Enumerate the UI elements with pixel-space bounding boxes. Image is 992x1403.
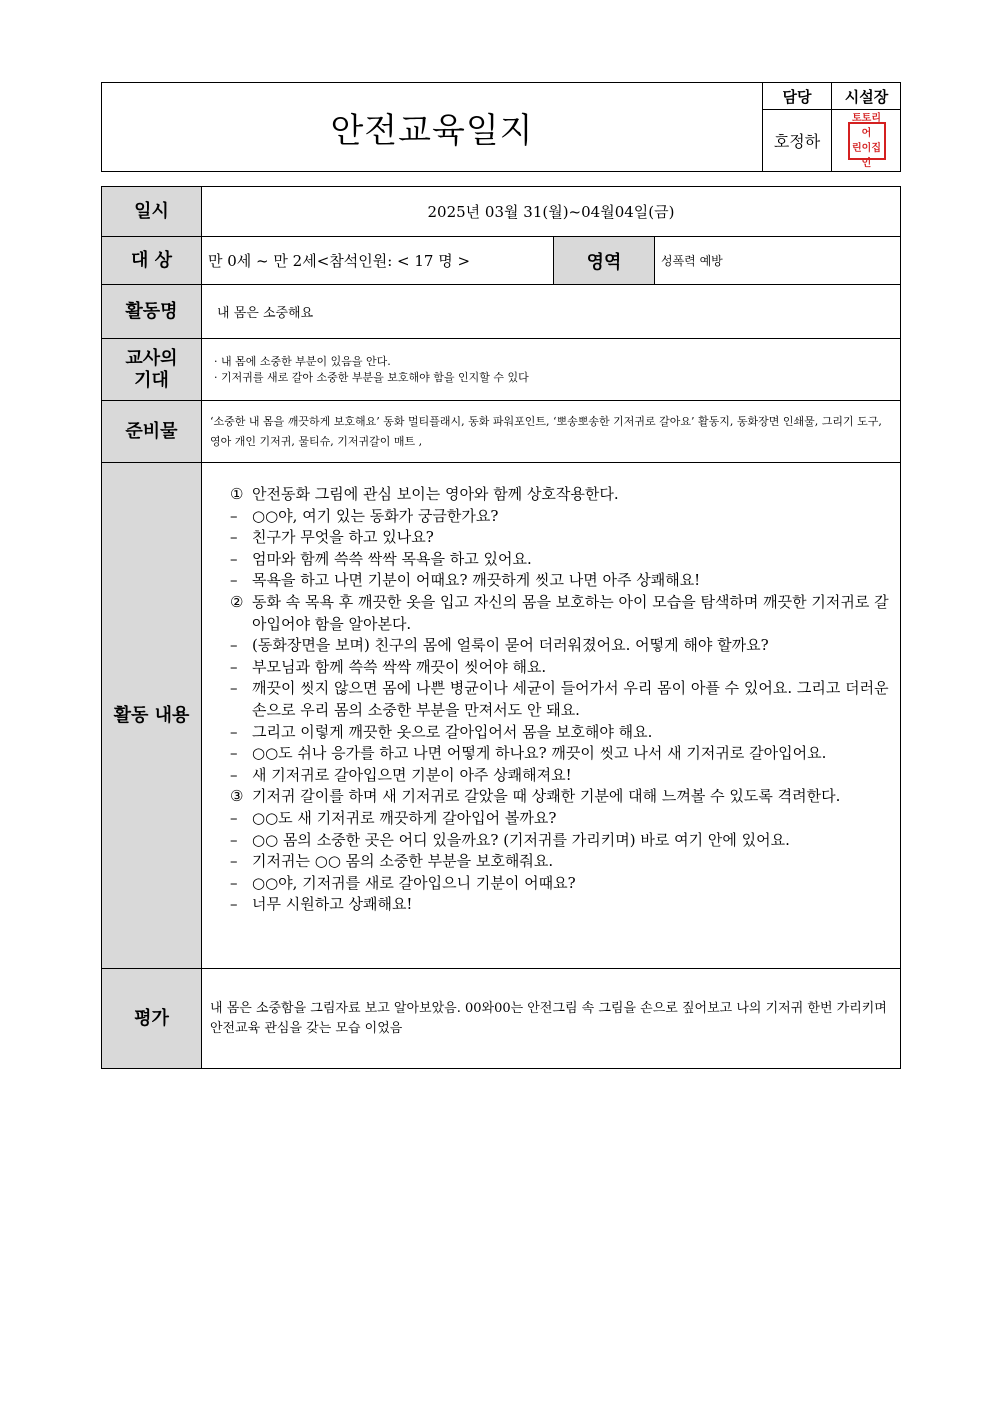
list-text: (동화장면을 보며) 친구의 몸에 얼룩이 묻어 더러워졌어요. 어떻게 해야 할까요?: [252, 636, 769, 655]
list-marker: –: [230, 765, 238, 784]
activity-content-item: [230, 786, 892, 808]
teacher-expectation-value: [202, 339, 900, 400]
list-text: 엄마와 함께 쓱쓱 싹싹 목욕을 하고 있어요.: [252, 549, 532, 568]
row-preparation: [102, 401, 900, 463]
list-marker: –: [230, 722, 238, 741]
expectation-item: · 기저귀를 새로 갈아 소중한 부분을 보호해야 함을 인지할 수 있다: [214, 370, 529, 384]
list-text: 새 기저귀로 갈아입으면 기분이 아주 상쾌해져요!: [252, 765, 572, 784]
list-text: 안전동화 그림에 관심 보이는 영아와 함께 상호작용한다.: [252, 485, 619, 503]
teacher-expectation-label-line2: 기대: [134, 369, 169, 391]
row-teacher-expectation: [102, 339, 900, 401]
list-marker: –: [230, 744, 238, 763]
list-marker: –: [230, 571, 238, 590]
activity-content-item: [230, 722, 892, 744]
activity-content-item: [230, 570, 892, 592]
teacher-expectation-label: [102, 339, 202, 400]
list-marker: ②: [230, 592, 244, 611]
list-text: 너무 시원하고 상쾌해요!: [252, 895, 413, 914]
list-text: ○○도 쉬나 응가를 하고 나면 어떻게 하나요? 깨끗이 씻고 나서 새 기저귀로 갈아입어요.: [252, 744, 827, 763]
list-marker: –: [230, 873, 238, 892]
activity-content-label: 활동 내용: [102, 463, 202, 968]
list-text: 깨끗이 씻지 않으면 몸에 나쁜 병균이나 세균이 들어가서 우리 몸이 아플 수 있어요. 그리고 더러운 손으로 우리 몸의 소중한 부분을 만져서도 안 돼요.: [252, 679, 889, 719]
row-evaluation: [102, 969, 900, 1068]
list-text: 동화 속 목욕 후 깨끗한 옷을 입고 자신의 몸을 보호하는 아이 모습을 탐색하며 깨끗한 기저귀로 갈아입어야 함을 알아본다.: [252, 592, 889, 633]
list-marker: ③: [230, 787, 244, 806]
seal-text-line2: 린이집인: [852, 142, 881, 169]
list-marker: –: [230, 808, 238, 827]
list-text: ○○ 몸의 소중한 곳은 어디 있을까요? (기저귀를 가리키며) 바로 여기 안에 있어요.: [252, 830, 790, 849]
activity-content-item: [230, 851, 892, 873]
date-label: 일시: [102, 187, 202, 236]
activity-content-item: [230, 765, 892, 787]
activity-content-item: [230, 894, 892, 916]
list-text: 부모님과 함께 쓱쓱 싹싹 깨끗이 씻어야 해요.: [252, 657, 547, 676]
evaluation-value: 내 몸은 소중함을 그림자료 보고 알아보았음. 00와00는 안전그림 속 그림을 손으로 짚어보고 나의 기저귀 한번 가리키며 안전교육 관심을 갖는 모습 이었음: [210, 1000, 887, 1036]
seal-text-line1: 토토리어: [852, 112, 881, 139]
preparation-label: 준비물: [102, 401, 202, 462]
activity-content-item: [230, 678, 892, 721]
teacher-expectation-label-line1: 교사의: [125, 347, 178, 369]
row-activity-name: [102, 285, 900, 339]
row-target: [102, 237, 900, 285]
list-marker: –: [230, 506, 238, 525]
list-text: 기저귀 갈이를 하며 새 기저귀로 갈았을 때 상쾌한 기분에 대해 느껴볼 수 있도록 격려한다.: [252, 787, 841, 806]
area-value: 성폭력 예방: [661, 254, 723, 268]
document-title: 안전교육일지: [330, 110, 534, 151]
activity-content-value: [202, 463, 900, 968]
row-activity-content: [102, 463, 900, 969]
list-text: 친구가 무엇을 하고 있나요?: [252, 528, 434, 547]
approval-manager-column: [763, 83, 832, 171]
list-text: 목욕을 하고 나면 기분이 어때요? 깨끗하게 씻고 나면 아주 상쾌해요!: [252, 571, 701, 590]
approval-director-column: [832, 83, 901, 171]
expectation-item: · 내 몸에 소중한 부분이 있음을 안다.: [214, 354, 391, 368]
list-marker: ①: [230, 485, 244, 503]
list-text: ○○도 새 기저귀로 깨끗하게 갈아입어 볼까요?: [252, 808, 557, 827]
director-seal-stamp: [848, 112, 886, 169]
activity-content-item: [230, 527, 892, 549]
approval-box: [762, 83, 900, 171]
preparation-value: ‘소중한 내 몸을 깨끗하게 보호해요’ 동화 멀티플래시, 동화 파워포인트, ‘뽀송뽀송한 기저귀로 갈아요’ 활동지, 동화장면 인쇄물, 그리기 도구, 영아 개인 기저귀, 물티슈, 기저귀갈이 매트 ,: [210, 414, 882, 448]
approval-manager-label: 담당: [763, 83, 831, 110]
approval-director-label: 시설장: [832, 83, 901, 110]
activity-content-item: [230, 506, 892, 528]
area-label: 영역: [554, 237, 655, 284]
activity-content-list: [230, 484, 892, 916]
target-value: 만 0세 ~ 만 2세<참석인원: < 17 명 >: [202, 237, 554, 284]
activity-content-item: [230, 549, 892, 571]
list-text: 기저귀는 ○○ 몸의 소중한 부분을 보호해줘요.: [252, 852, 554, 871]
list-text: ○○야, 기저귀를 새로 갈아입으니 기분이 어때요?: [252, 873, 576, 892]
list-marker: –: [230, 830, 238, 849]
date-value: 2025년 03월 31(월)~04월04일(금): [427, 203, 675, 221]
activity-content-item: [230, 743, 892, 765]
list-marker: –: [230, 549, 238, 568]
activity-content-item: [230, 830, 892, 852]
approval-manager-name: 호정하: [773, 132, 821, 151]
activity-name-label: 활동명: [102, 285, 202, 338]
activity-content-item: [230, 657, 892, 679]
activity-content-item: [230, 484, 892, 506]
list-marker: –: [230, 528, 238, 547]
list-text: ○○야, 여기 있는 동화가 궁금한가요?: [252, 506, 499, 525]
row-date: [102, 187, 900, 237]
document-header: [101, 82, 901, 172]
activity-content-item: [230, 635, 892, 657]
list-marker: –: [230, 636, 238, 655]
safety-log-table: [101, 186, 901, 1069]
activity-content-item: [230, 592, 892, 635]
activity-name-value: 내 몸은 소중해요: [217, 306, 314, 321]
activity-content-item: [230, 873, 892, 895]
evaluation-label: 평가: [102, 969, 202, 1068]
list-marker: –: [230, 852, 238, 871]
list-text: 그리고 이렇게 깨끗한 옷으로 갈아입어서 몸을 보호해야 해요.: [252, 722, 653, 741]
activity-content-item: [230, 808, 892, 830]
list-marker: –: [230, 895, 238, 914]
target-label: 대 상: [102, 237, 202, 284]
list-marker: –: [230, 679, 238, 698]
list-marker: –: [230, 657, 238, 676]
